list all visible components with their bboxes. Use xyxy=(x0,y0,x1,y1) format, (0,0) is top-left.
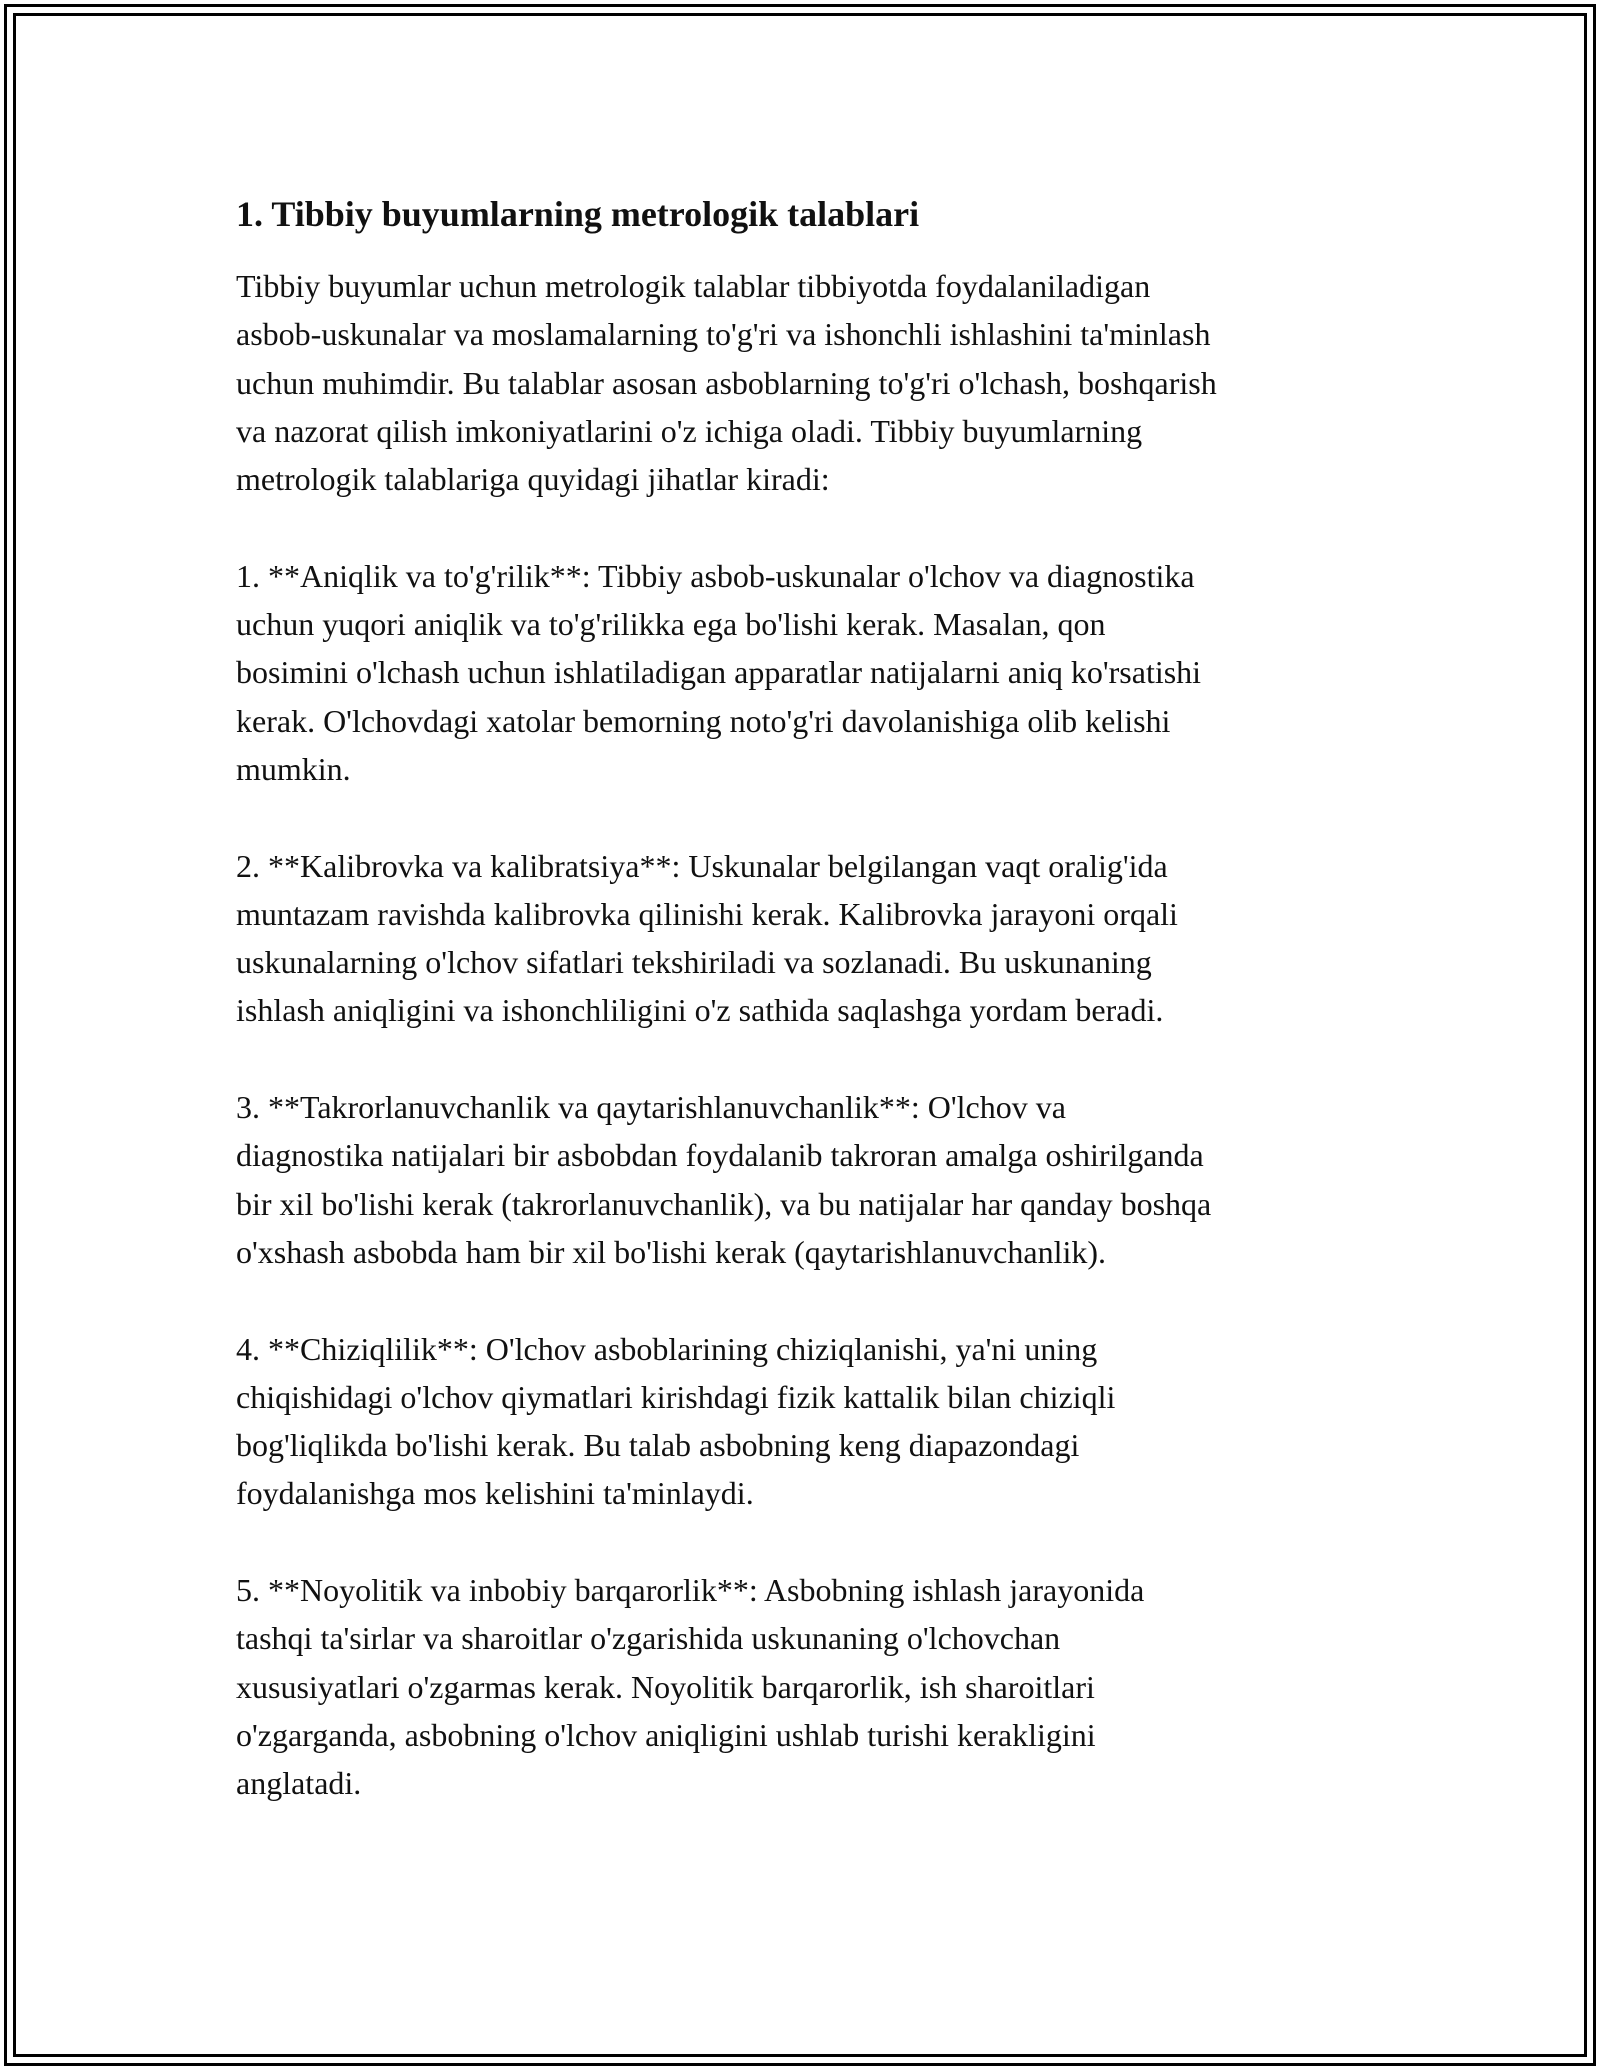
intro-paragraph: Tibbiy buyumlar uchun metrologik talablar tibbiyotda foydalaniladigan asbob-uskunalar va moslamalarning to'g'ri va ishonchli ishlashini ta'minlash uchun muhimdir. Bu talablar asosan asboblarning to'g'ri o'lchash, boshqarish va nazorat qilish imkoniyatlarini o'z ichiga oladi. Tibbiy buyumlarning metrologik talablariga quyidagi jihatlar kiradi: xyxy=(236,268,1217,498)
requirement-calibration-paragraph: 2. **Kalibrovka va kalibratsiya**: Uskunalar belgilangan vaqt oralig'ida muntazam ravishda kalibrovka qilinishi kerak. Kalibrovka jarayoni orqali uskunalarning o'lchov sifatlari tekshiriladi va sozlanadi. Bu uskunaning ishlash aniqligini va ishonchliligini o'z sathida saqlashga yordam beradi. xyxy=(236,847,1178,1029)
requirement-accuracy-paragraph: 1. **Aniqlik va to'g'rilik**: Tibbiy asbob-uskunalar o'lchov va diagnostika uchun yuqori aniqlik va to'g'rilikka ega bo'lishi kerak. Masalan, qon bosimini o'lchash uchun ishlatiladigan apparatlar natijalarni aniq ko'rsatishi kerak. O'lchovdagi xatolar bemorning noto'g'ri davolanishiga olib kelishi mumkin. xyxy=(236,557,1202,787)
document-body xyxy=(236,184,1376,1808)
document-title: 1. Tibbiy buyumlarning metrologik talablari xyxy=(236,194,920,234)
requirement-stability-paragraph: 5. **Noyolitik va inbobiy barqarorlik**: Asbobning ishlash jarayonida tashqi ta'sirlar va sharoitlar o'zgarishida uskunaning o'lchovchan xususiyatlari o'zgarmas kerak. Noyolitik barqarorlik, ish sharoitlari o'zgarganda, asbobning o'lchov aniqligini ushlab turishi kerakligini anglatadi. xyxy=(236,1572,1145,1802)
requirement-repeatability-paragraph: 3. **Takrorlanuvchanlik va qaytarishlanuvchanlik**: O'lchov va diagnostika natijalari bir asbobdan foydalanib takroran amalga oshirilganda bir xil bo'lishi kerak (takrorlanuvchanlik), va bu natijalar har qanday boshqa o'xshash asbobda ham bir xil bo'lishi kerak (qaytarishlanuvchanlik). xyxy=(236,1089,1212,1270)
requirement-linearity-paragraph: 4. **Chiziqlilik**: O'lchov asboblarining chiziqlanishi, ya'ni uning chiqishidagi o'lchov qiymatlari kirishdagi fizik kattalik bilan chiziqli bog'liqlikda bo'lishi kerak. Bu talab asbobning keng diapazondagi foydalanishga mos kelishini ta'minlaydi. xyxy=(236,1330,1116,1512)
